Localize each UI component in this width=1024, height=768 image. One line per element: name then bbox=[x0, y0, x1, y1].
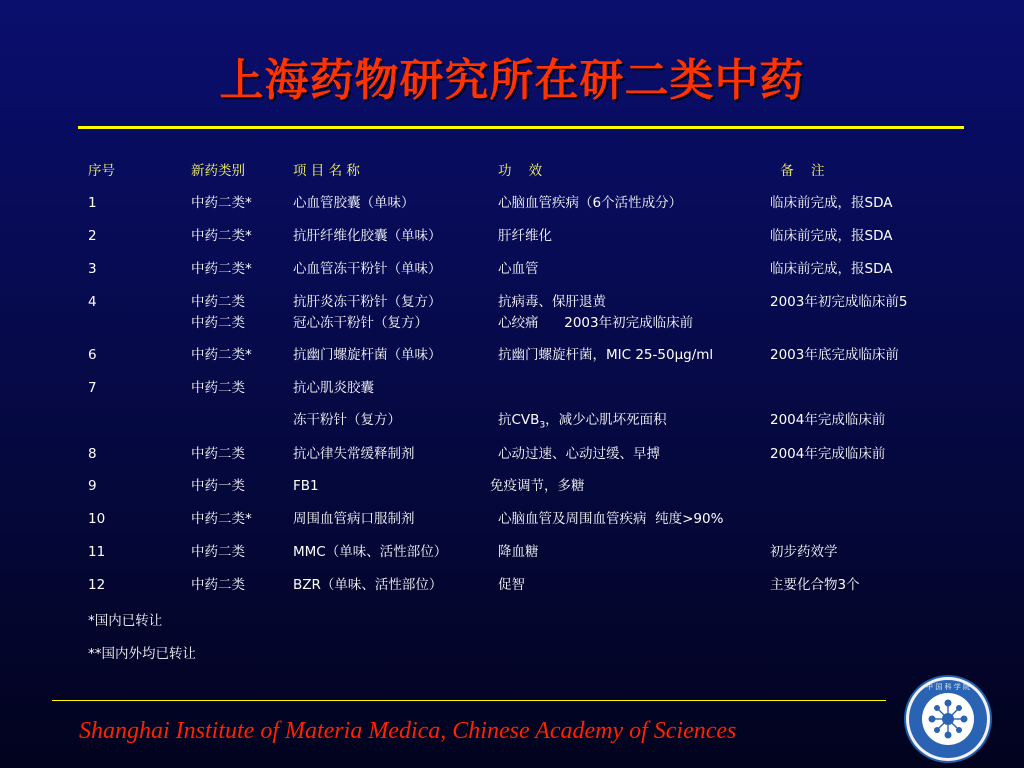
cas-emblem-icon bbox=[903, 674, 993, 764]
row-11-project: 周围血管病口服制剂 bbox=[293, 511, 415, 527]
row-11-no: 10 bbox=[88, 511, 106, 527]
row-4-remark: 2003年初完成临床前5 bbox=[770, 294, 908, 310]
row-5-effect: 心绞痛 2003年初完成临床前 bbox=[498, 315, 694, 331]
row-13-category: 中药二类 bbox=[191, 577, 245, 593]
header-no: 序号 bbox=[88, 163, 115, 179]
row-4-project: 抗肝炎冻干粉针（复方） bbox=[293, 294, 442, 310]
row-6-category: 中药二类* bbox=[191, 347, 252, 363]
row-3-category: 中药二类* bbox=[191, 261, 252, 277]
row-3-project: 心血管冻干粉针（单味） bbox=[293, 261, 442, 277]
row-11-effect: 心脑血管及周围血管疾病 纯度>90% bbox=[498, 511, 724, 527]
footer-institution: Shanghai Institute of Materia Medica, Chinese Academy of Sciences bbox=[79, 718, 737, 744]
row-10-project: FB1 bbox=[293, 478, 319, 494]
header-project: 项 目 名 称 bbox=[293, 163, 360, 179]
row-9-category: 中药二类 bbox=[191, 446, 245, 462]
row-1-project: 心血管胶囊（单味） bbox=[293, 195, 415, 211]
row-2-no: 2 bbox=[88, 228, 97, 244]
row-8-remark: 2004年完成临床前 bbox=[770, 412, 886, 428]
row-12-project: MMC（单味、活性部位） bbox=[293, 544, 448, 560]
footer-divider bbox=[52, 700, 886, 701]
slide-title: 上海药物研究所在研二类中药 bbox=[219, 55, 805, 106]
row-2-project: 抗肝纤维化胶囊（单味） bbox=[293, 228, 442, 244]
row-8-project: 冻干粉针（复方） bbox=[293, 412, 401, 428]
header-remark: 备 注 bbox=[776, 163, 825, 179]
row-7-project: 抗心肌炎胶囊 bbox=[293, 380, 374, 396]
row-2-effect: 肝纤维化 bbox=[498, 228, 552, 244]
row-13-project: BZR（单味、活性部位） bbox=[293, 577, 443, 593]
row-1-effect: 心脑血管疾病（6个活性成分） bbox=[498, 195, 683, 211]
row-11-category: 中药二类* bbox=[191, 511, 252, 527]
row-6-project: 抗幽门螺旋杆菌（单味） bbox=[293, 347, 442, 363]
row-4-effect: 抗病毒、保肝退黄 bbox=[498, 294, 606, 310]
header-category: 新药类别 bbox=[191, 163, 245, 179]
row-12-category: 中药二类 bbox=[191, 544, 245, 560]
row-10-no: 9 bbox=[88, 478, 97, 494]
row-6-no: 6 bbox=[88, 347, 97, 363]
row-3-remark: 临床前完成，报SDA bbox=[770, 261, 893, 277]
row-7-category: 中药二类 bbox=[191, 380, 245, 396]
row-12-no: 11 bbox=[88, 544, 106, 560]
row-5-category: 中药二类 bbox=[191, 315, 245, 331]
row-12-effect: 降血糖 bbox=[498, 544, 539, 560]
row-1-category: 中药二类* bbox=[191, 195, 252, 211]
row-1-remark: 临床前完成，报SDA bbox=[770, 195, 893, 211]
row-4-category: 中药二类 bbox=[191, 294, 245, 310]
row-5-project: 冠心冻干粉针（复方） bbox=[293, 315, 428, 331]
row-13-effect: 促智 bbox=[498, 577, 525, 593]
row-9-effect: 心动过速、心动过缓、早搏 bbox=[498, 446, 660, 462]
header-effect: 功 效 bbox=[498, 163, 543, 179]
row-13-remark: 主要化合物3个 bbox=[770, 577, 860, 593]
row-2-remark: 临床前完成，报SDA bbox=[770, 228, 893, 244]
row-13-no: 12 bbox=[88, 577, 106, 593]
row-2-category: 中药二类* bbox=[191, 228, 252, 244]
row-10-effect: 免疫调节，多糖 bbox=[490, 478, 585, 494]
row-6-remark: 2003年底完成临床前 bbox=[770, 347, 899, 363]
row-3-effect: 心血管 bbox=[498, 261, 539, 277]
note-intl: **国内外均已转让 bbox=[88, 646, 196, 662]
row-7-no: 7 bbox=[88, 380, 97, 396]
row-9-project: 抗心律失常缓释制剂 bbox=[293, 446, 415, 462]
note-domestic: *国内已转让 bbox=[88, 613, 163, 629]
row-9-remark: 2004年完成临床前 bbox=[770, 446, 886, 462]
row-8-effect: 抗$CVB_3$，减少心肌坏死面积 bbox=[498, 412, 667, 431]
row-6-effect: 抗幽门螺旋杆菌，MIC 25-50μg/ml bbox=[498, 347, 714, 363]
row-12-remark: 初步药效学 bbox=[770, 544, 838, 560]
row-1-no: 1 bbox=[88, 195, 97, 211]
logo-text: 中 国 科 学 院 bbox=[926, 683, 970, 691]
row-10-category: 中药一类 bbox=[191, 478, 245, 494]
row-3-no: 3 bbox=[88, 261, 97, 277]
row-4-no: 4 bbox=[88, 294, 97, 310]
row-9-no: 8 bbox=[88, 446, 97, 462]
